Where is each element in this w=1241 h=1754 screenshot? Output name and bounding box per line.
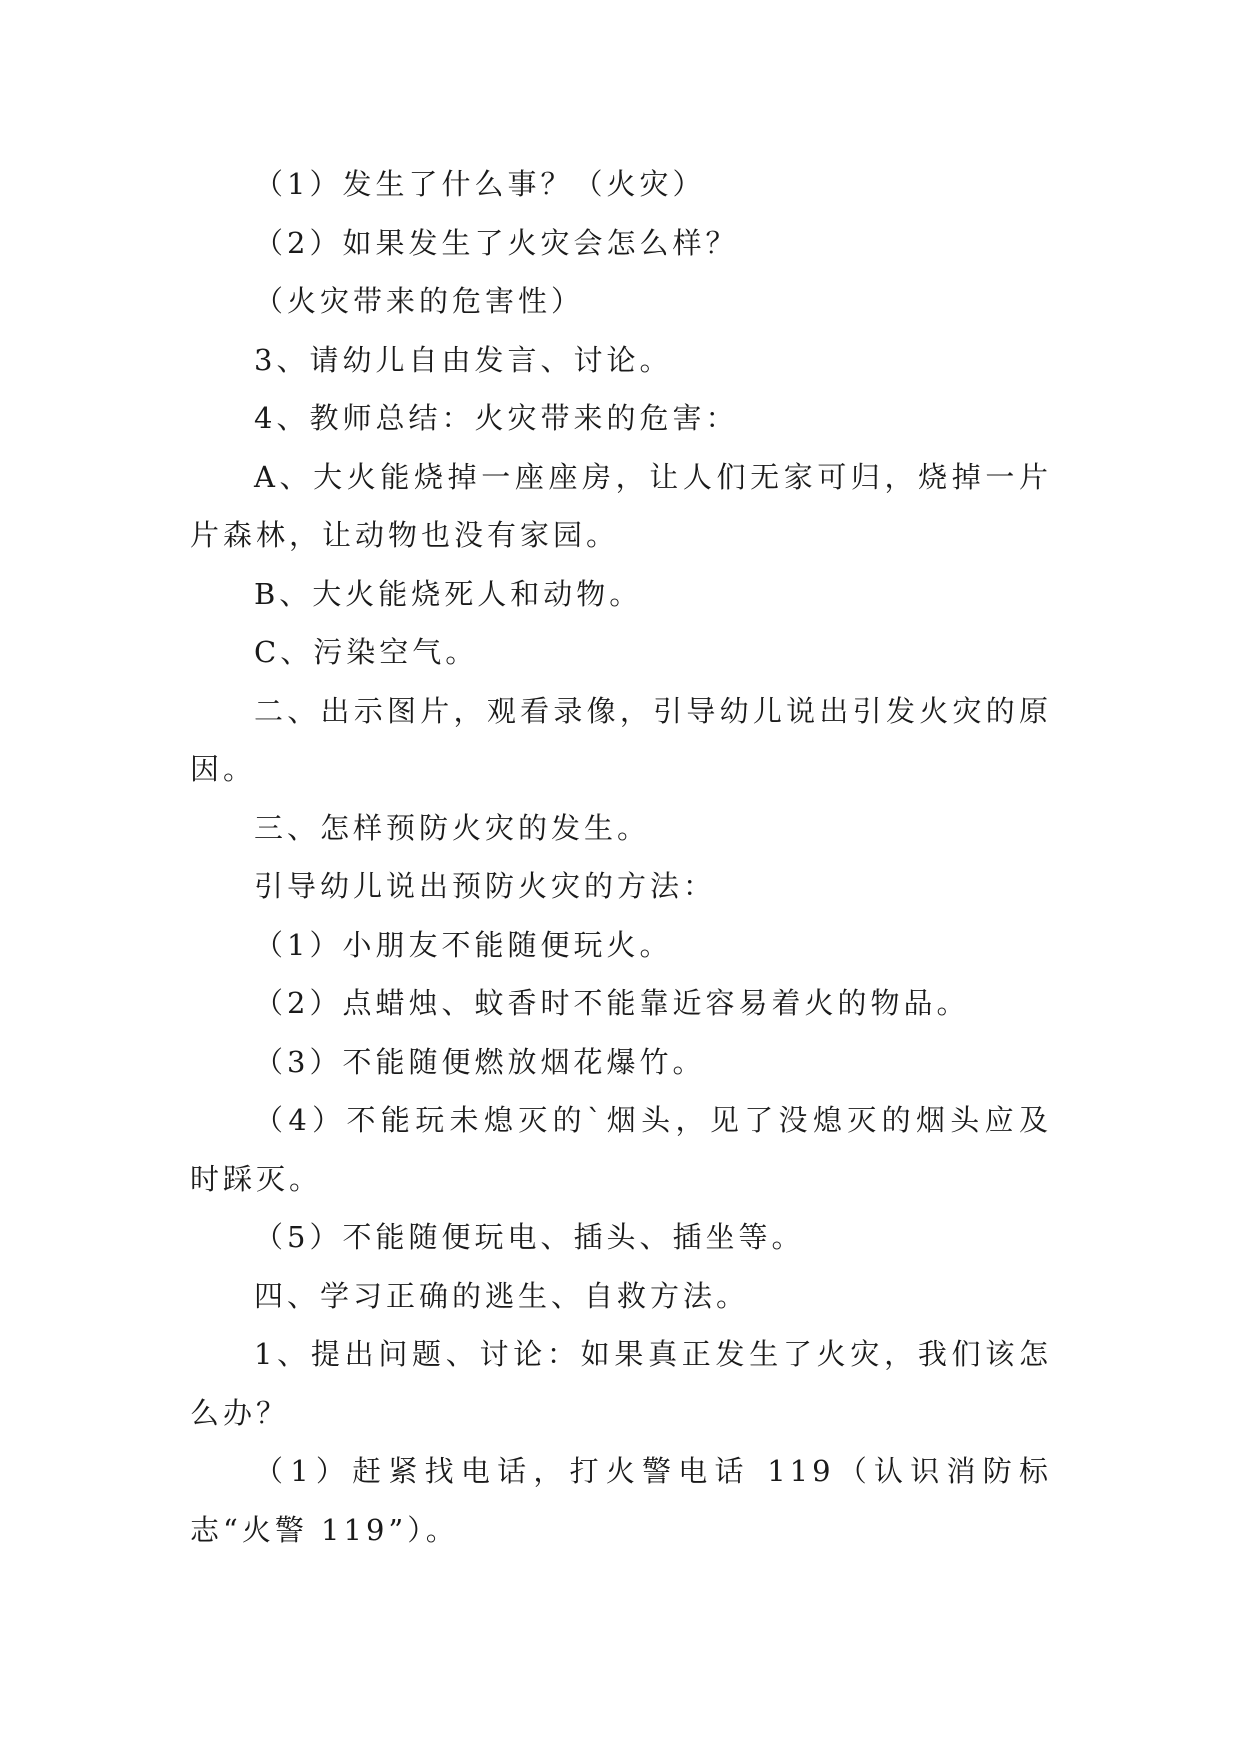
paragraph-4: 3、请幼儿自由发言、讨论。 [254, 342, 673, 377]
paragraph-10: 三、怎样预防火灾的发生。 [254, 810, 651, 845]
paragraph-3: （火灾带来的危害性） [254, 284, 585, 318]
paragraph-11: 引导幼儿说出预防火灾的方法： [254, 869, 717, 903]
paragraph-18: 1、提出问题、讨论：如果真正发生了火灾，我们该怎么办？ [190, 1337, 1052, 1430]
paragraph-9: 二、出示图片，观看录像，引导幼儿说出引发火灾的原因。 [190, 693, 1052, 786]
paragraph-13: （2）点蜡烛、蚊香时不能靠近容易着火的物品。 [254, 986, 970, 1020]
document-body [190, 155, 1052, 1559]
paragraph-6: A、大火能烧掉一座座房，让人们无家可归，烧掉一片片森林，让动物也没有家园。 [190, 459, 1052, 552]
paragraph-16: （5）不能随便玩电、插头、插坐等。 [254, 1220, 805, 1254]
paragraph-8: C、污染空气。 [254, 635, 479, 669]
paragraph-14: （3）不能随便燃放烟花爆竹。 [254, 1044, 706, 1079]
paragraph-15: （4）不能玩未熄灭的`烟头，见了没熄灭的烟头应及时踩灭。 [190, 1103, 1052, 1196]
paragraph-19: （1）赶紧找电话，打火警电话 119（认识消防标志“火警 119”）。 [190, 1454, 1052, 1547]
paragraph-17: 四、学习正确的逃生、自救方法。 [254, 1278, 750, 1313]
paragraph-7: B、大火能烧死人和动物。 [254, 576, 643, 611]
paragraph-12: （1）小朋友不能随便玩火。 [254, 927, 673, 962]
paragraph-2: （2）如果发生了火灾会怎么样？ [254, 225, 739, 260]
paragraph-1: （1）发生了什么事？（火灾） [254, 167, 706, 201]
paragraph-5: 4、教师总结：火灾带来的危害： [254, 401, 739, 435]
